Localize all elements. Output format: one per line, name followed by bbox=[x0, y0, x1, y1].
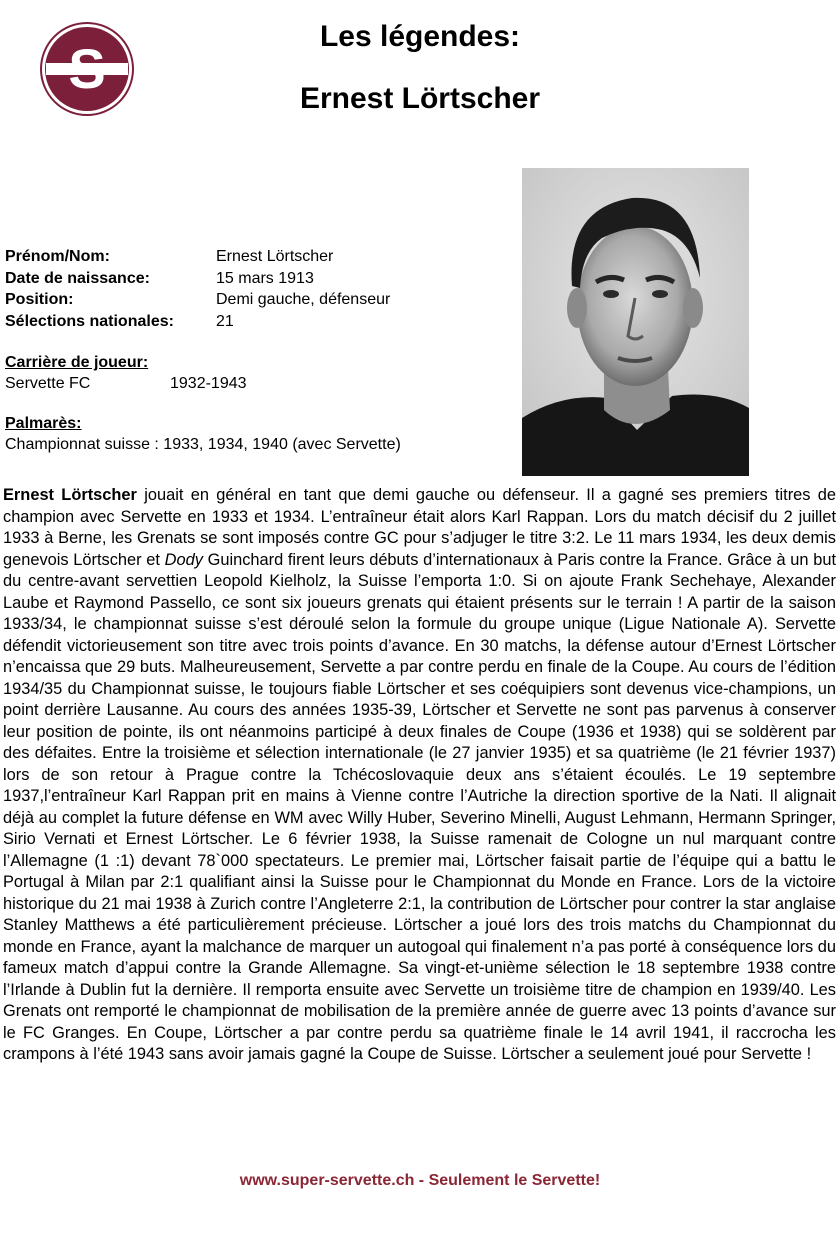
career-section bbox=[5, 352, 247, 394]
info-label: Sélections nationales: bbox=[5, 312, 174, 330]
info-value: Demi gauche, défenseur bbox=[216, 291, 391, 308]
career-club: Servette FC bbox=[5, 375, 91, 392]
player-name-title: Ernest Lörtscher bbox=[299, 82, 541, 115]
player-portrait bbox=[522, 168, 749, 476]
info-label: Date de naissance: bbox=[5, 269, 150, 287]
info-row-position bbox=[5, 289, 505, 311]
footer-link[interactable]: www.super-servette.ch - Seulement le Servette! bbox=[239, 1172, 601, 1189]
palmares-heading: Palmarès: bbox=[5, 415, 82, 432]
player-info bbox=[5, 246, 505, 332]
servette-s-icon bbox=[40, 22, 134, 116]
bio-lead-name: Ernest Lörtscher bbox=[3, 486, 137, 504]
bio-part2: Guinchard firent leurs débuts d’internationaux à Paris contre la France. Grâce à un but du centre-avant servettien Leopold Kielholz, la Suisse l’emporta 1:0. Si on ajoute Frank Sechehaye, Alexander Laube et Raymond Passello, ce sont six joueurs grenats qui étaient présents sur le terrain ! A partir de la saison 1933/34, le championnat suisse s’est déroulé selon la formule du groupe unique (Ligue Nationale A). Servette défendit victorieusement son titre avec trois points d’avance. En 30 matchs, la défense autour d’Ernest Lörtscher n’encaissa que 29 buts. Malheureusement, Servette a par contre perdu en finale de la Coupe. Au cours de l’édition 1934/35 du Championnat suisse, le toujours fiable Lörtscher et ses coéquipiers sont devenus vice-champions, un point derrière Lausanne. Au cours des années 1935-39, Lörtscher et Servette ne sont pas parvenus à conserver leur position de pointe, ils ont néanmoins participé à deux finales de Coupe (1936 et 1938) qui se soldèrent par des défaites. Entre la troisième et sélection internationale (le 27 janvier 1935) et sa quatrième (le 21 février 1937) lors de son retour à Prague contre la Tchécoslovaquie deux ans s’étaient écoulés. Le 19 septembre 1937,l’entraîneur Karl Rappan prit en mains à Vienne contre l’Autriche la direction sportive de la Nati. Il alignait déjà au complet la future défense en WM avec Willy Huber, Severino Minelli, August Lehmann, Hermann Springer, Sirio Vernati et Ernest Lörtscher. Le 6 février 1938, la Suisse ramenait de Cologne un nul marquant contre l’Allemagne (1 :1) devant 78`000 spectateurs. Le premier mai, Lörtscher faisait partie de l’équipe qui a battu le Portugal à Milan par 2:1 qualifiant ainsi la Suisse pour le Championnat du Monde en France. Lors de la victoire historique du 21 mai 1938 à Zurich contre l’Angleterre 2:1, la contribution de Lörtscher pour contrer la star anglaise Stanley Matthews a été particulièrement précieuse. Lörtscher a joué lors des trois matchs du Championnat du monde en France, ayant la malchance de marquer un autogoal qui finalement n’a pas porté à conséquence lors du fameux match d’appui contre la Grande Allemagne. Sa vingt-et-unième sélection le 18 septembre 1938 contre l’Irlande à Dublin fut la dernière. Il remporta ensuite avec Servette un troisième titre de champion en 1939/40. Les Grenats ont remporté le championnat de mobilisation de la première année de guerre avec 13 points d’avance sur le FC Granges. En Coupe, Lörtscher a par contre perdu sa quatrième finale le 14 avril 1941, il raccrocha les crampons à l’été 1943 sans avoir jamais gagné la Coupe de Suisse. Lörtscher a seulement joué pour Servette ! bbox=[3, 550, 837, 1063]
bio-italic-nickname: Dody bbox=[164, 550, 203, 569]
info-label: Position: bbox=[5, 291, 74, 308]
page-title: Les légendes: bbox=[319, 20, 521, 53]
info-row-name bbox=[5, 246, 505, 268]
servette-logo bbox=[40, 22, 134, 116]
palmares-text: Championnat suisse : 1933, 1934, 1940 (avec Servette) bbox=[5, 436, 401, 453]
info-label: Prénom/Nom: bbox=[5, 248, 110, 265]
info-row-birthdate bbox=[5, 268, 505, 290]
bio-part1: jouait en général en tant que demi gauche ou défenseur. Il a gagné ses premiers titres de champion avec Servette en 1933 et 1934. L’entraîneur était alors Karl Rappan. Lors du match décisif du 2 juillet 1933 à Berne, les Grenats se sont imposés contre GC pour s’adjuger le titre 3:2. Le 11 mars 1934, les deux demis genevois Lörtscher et bbox=[3, 486, 836, 569]
palmares-section bbox=[5, 413, 401, 455]
biography-text bbox=[3, 485, 836, 1066]
career-row bbox=[5, 373, 247, 394]
info-row-caps bbox=[5, 311, 505, 333]
career-years: 1932-1943 bbox=[170, 375, 247, 392]
career-heading: Carrière de joueur: bbox=[5, 354, 149, 371]
logo-letter: S bbox=[68, 37, 106, 100]
info-value: 21 bbox=[216, 312, 234, 330]
info-value: 15 mars 1913 bbox=[216, 269, 314, 287]
info-value: Ernest Lörtscher bbox=[216, 248, 334, 265]
